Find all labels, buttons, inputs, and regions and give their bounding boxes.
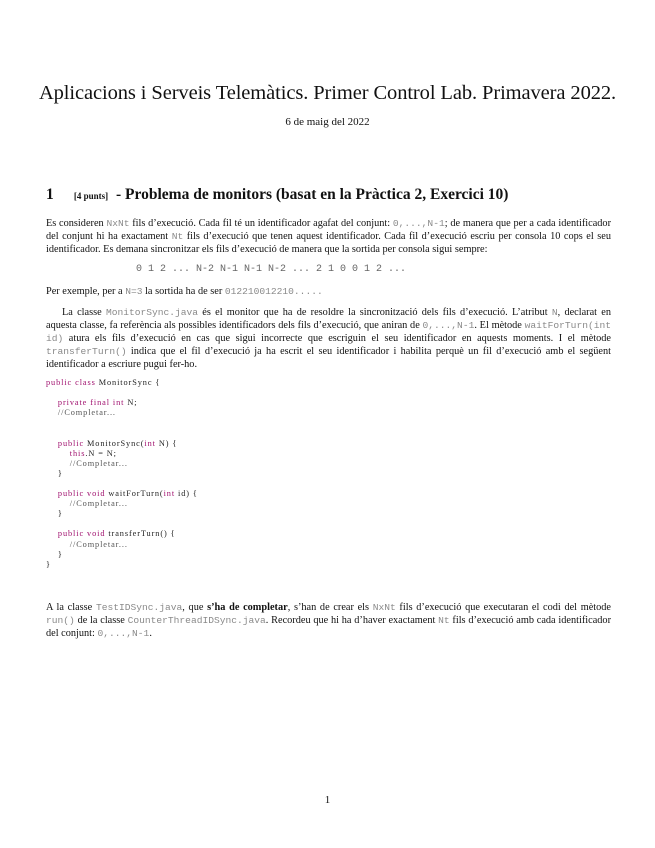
inline-code: N=3 <box>125 286 143 297</box>
monitor-text: atura els fils d’execució en cas que sigui incorrecte que escriguin el seu identificador en aquests moments. I el mètode <box>63 332 611 344</box>
section-title: - Problema de monitors (basat en la Pràctica 2, Exercici 10) <box>116 186 509 203</box>
section-heading <box>46 186 508 204</box>
output-sequence: 0 1 2 ... N-2 N-1 N-1 N-2 ... 2 1 0 0 1 2 ... <box>136 264 407 275</box>
inline-code: TestIDSync.java <box>95 602 183 613</box>
test-text: fils d’execució amb cada identificador del conjunt: <box>46 614 611 639</box>
paragraph-test <box>46 602 611 641</box>
inline-code: 0,...,N-1 <box>392 218 445 229</box>
inline-code: transferTurn() <box>46 345 127 357</box>
example-text: Per exemple, per a <box>46 286 126 297</box>
paragraph-intro <box>46 218 611 257</box>
monitor-text: , declarat en aquesta classe, fa referència als possibles identificadors dels fils d’execució, que aniran de <box>46 307 611 331</box>
inline-code: Nt <box>438 614 450 626</box>
emphasis: s’ha de completar <box>207 602 288 613</box>
example-text: la sortida ha de ser <box>142 286 225 297</box>
test-text: . Recordeu que hi ha d’haver exactament <box>265 614 439 626</box>
code-listing: public class MonitorSync { private final int N; //Completar... public MonitorSync(int N) { this.N = N; //Completar... } public void waitForTurn(int id) { //Completar... } public void transferTurn() { //Completar... } } <box>46 378 198 569</box>
inline-code: 012210012210..... <box>224 286 323 297</box>
intro-text: Es consideren <box>46 218 107 229</box>
monitor-text: La classe <box>62 307 106 318</box>
inline-code: CounterThreadIDSync.java <box>127 614 266 626</box>
inline-code: 0,...,N-1 <box>97 627 150 639</box>
section-points: [4 punts] <box>73 191 109 201</box>
inline-code: N <box>551 307 558 318</box>
intro-text: fils d’execució que tenen aquest identificador. Cada fil d’execució escriu per consola 10 cops el seu identificador. Es demana sincronitzar els fils d’execució de manera que la sortida per consola sigui sempre: <box>46 230 611 255</box>
document-date: 6 de maig del 2022 <box>285 116 370 128</box>
test-text: , s’han de crear els <box>287 602 373 613</box>
monitor-text: és el monitor que ha de resoldre la sincronització dels fils d’execució. L’atribut <box>198 307 552 318</box>
intro-text: fils d’execució. Cada fil té un identificador agafat del conjunt: <box>129 218 393 229</box>
monitor-text: . El mètode <box>474 319 525 331</box>
page-number: 1 <box>324 794 331 806</box>
test-text: fils d’execució que executaran el codi del mètode <box>395 602 612 613</box>
paragraph-example <box>46 286 611 299</box>
intro-text: ; de manera que per a cada identificador del conjunt hi ha exactament <box>46 218 611 242</box>
paragraph-monitor <box>46 307 611 372</box>
inline-code: NxNt <box>372 602 396 613</box>
section-number: 1 <box>46 186 54 203</box>
monitor-text: indica que el fil d’execució ja ha escrit el seu identificador i habilita perquè un fil d’execució amb el següent identificador a escriure pugui fer-ho. <box>46 345 611 370</box>
inline-code: Nt <box>171 230 184 242</box>
test-text: de la classe <box>74 614 128 626</box>
test-text: A la classe <box>46 602 96 613</box>
inline-code: waitForTurn(int id) <box>46 319 611 344</box>
test-text: , que <box>182 602 208 613</box>
inline-code: NxNt <box>106 218 130 229</box>
inline-code: run() <box>46 614 75 626</box>
inline-code: 0,...,N-1 <box>422 319 475 331</box>
test-text: . <box>149 627 152 639</box>
document-title: Aplicacions i Serveis Telemàtics. Primer Control Lab. Primavera 2022. <box>38 82 617 104</box>
inline-code: MonitorSync.java <box>105 307 199 318</box>
